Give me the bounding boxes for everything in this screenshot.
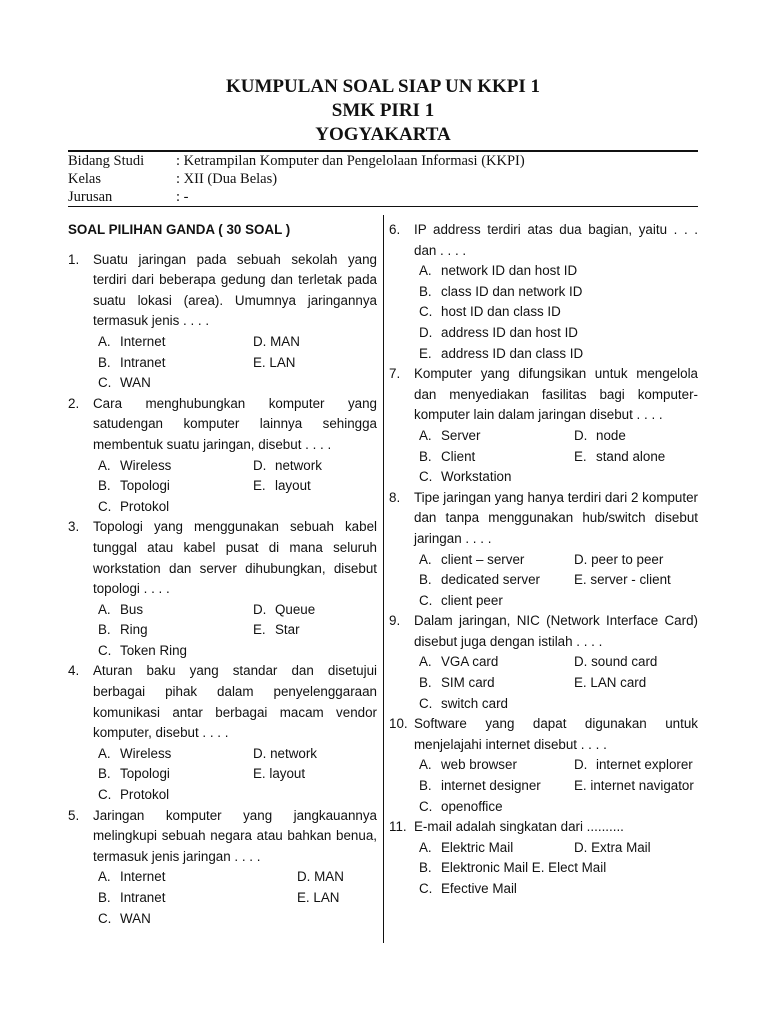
option-text: D. network: [253, 745, 317, 761]
option-letter: A.: [98, 869, 111, 885]
option-letter: C.: [98, 498, 112, 514]
option: [253, 353, 377, 374]
option: [574, 776, 698, 797]
option-text: layout: [275, 478, 311, 494]
option: [98, 476, 253, 497]
question-number: 8.: [389, 489, 401, 505]
option: [98, 764, 253, 785]
option: [98, 785, 377, 806]
question-number: 5.: [68, 807, 80, 823]
question: [389, 611, 698, 652]
option-text: client – server: [441, 551, 525, 567]
option-text: Internet: [120, 333, 166, 349]
option-text: address ID dan host ID: [441, 324, 578, 340]
option: [253, 456, 377, 477]
question: [68, 394, 377, 456]
question-text: Cara menghubungkan komputer yang satudengan komputer lainnya sehingga membentuk suatu jaringan, disebut . . . .: [93, 395, 377, 452]
option-letter: C.: [419, 881, 433, 896]
question: [389, 714, 698, 755]
question: [68, 517, 377, 599]
option-letter: D.: [253, 601, 267, 617]
option-letter: B.: [419, 572, 432, 588]
option-text: Wireless: [120, 457, 172, 473]
option: [419, 570, 574, 591]
option-letter: C.: [419, 798, 433, 814]
option-letter: B.: [419, 860, 432, 876]
option-text: E. internet navigator: [574, 778, 694, 794]
option-text: Elektronic Mail E. Elect Mail: [441, 860, 607, 876]
option: [419, 261, 698, 282]
option-letter: C.: [98, 787, 112, 803]
option-letter: A.: [419, 263, 432, 279]
option-letter: D.: [574, 427, 588, 443]
option-letter: C.: [98, 642, 112, 658]
option: [253, 332, 377, 353]
option-text: client peer: [441, 592, 503, 608]
option-letter: C.: [419, 304, 433, 320]
option-list: [68, 332, 377, 394]
info-row: [68, 170, 525, 188]
option-text: internet designer: [441, 778, 541, 794]
question-number: 7.: [389, 366, 401, 382]
option-list: [68, 867, 377, 929]
info-label: Jurusan: [68, 189, 113, 205]
question-number: 3.: [68, 519, 80, 535]
option-text: D. MAN: [297, 869, 344, 885]
option: [98, 641, 377, 662]
question: [68, 806, 377, 868]
option-letter: D.: [253, 457, 267, 473]
option-text: Token Ring: [120, 642, 187, 658]
option-letter: E.: [253, 478, 266, 494]
option-letter: A.: [98, 601, 111, 617]
option: [574, 550, 698, 571]
header-rule-bottom: [68, 206, 698, 207]
info-label: Kelas: [68, 171, 102, 187]
option: [574, 447, 698, 468]
option-text: node: [596, 427, 626, 443]
option-text: E. LAN: [253, 354, 296, 370]
option-text: openoffice: [441, 798, 503, 814]
option-letter: C.: [98, 375, 112, 391]
question: [389, 817, 698, 838]
option-text: class ID dan network ID: [441, 283, 583, 299]
option-list: [389, 261, 698, 364]
header-city: YOGYAKARTA: [315, 124, 451, 145]
option: [419, 302, 698, 323]
question-text: Dalam jaringan, NIC (Network Interface Card) disebut juga dengan istilah . . . .: [414, 613, 698, 649]
option: [419, 879, 698, 900]
question-number: 10.: [389, 716, 408, 732]
option: [98, 888, 297, 909]
option-text: dedicated server: [441, 572, 540, 588]
question-text: Jaringan komputer yang jangkauannya melingkupi sebuah negara atau bahkan benua, termasuk jenis jaringan . . . .: [93, 807, 377, 864]
option: [98, 497, 377, 518]
option-letter: D.: [574, 757, 588, 773]
info-table: [68, 152, 525, 206]
option-text: stand alone: [596, 448, 666, 464]
info-row: [68, 152, 525, 170]
option-text: Workstation: [441, 469, 512, 485]
question-text: Tipe jaringan yang hanya terdiri dari 2 komputer dan tanpa menggunakan hub/switch disebut jaringan . . . .: [414, 489, 698, 546]
option-letter: E.: [574, 448, 587, 464]
option: [419, 858, 698, 879]
option: [574, 426, 698, 447]
header-school: SMK PIRI 1: [331, 100, 435, 121]
option: [419, 591, 698, 612]
option-letter: C.: [419, 695, 433, 711]
option-text: internet explorer: [596, 757, 693, 773]
section-title: SOAL PILIHAN GANDA ( 30 SOAL ): [68, 222, 291, 237]
option: [98, 456, 253, 477]
option-letter: D.: [419, 324, 433, 340]
option-text: VGA card: [441, 654, 499, 670]
option: [419, 755, 574, 776]
option-letter: C.: [98, 910, 112, 926]
option-text: WAN: [120, 910, 151, 926]
question-text: Aturan baku yang standar dan disetujui berbagai pihak dalam penyelenggaraan komunikasi antar berbagai macam vendor komputer, disebut . . . .: [93, 663, 377, 741]
question: [389, 364, 698, 426]
question-text: E-mail adalah singkatan dari ..........: [414, 819, 624, 835]
option-text: Topologi: [120, 478, 170, 494]
option-list: [389, 652, 698, 714]
option-text: Bus: [120, 601, 144, 617]
question-number: 6.: [389, 222, 401, 237]
option: [574, 755, 698, 776]
option-text: host ID dan class ID: [441, 304, 561, 320]
option: [419, 652, 574, 673]
option-letter: A.: [419, 757, 432, 773]
option-letter: B.: [98, 766, 111, 782]
option-letter: E.: [253, 622, 266, 638]
option: [98, 373, 377, 394]
option: [98, 620, 253, 641]
option-letter: A.: [98, 457, 111, 473]
option-letter: B.: [419, 778, 432, 794]
option-text: Queue: [275, 601, 316, 617]
option-text: D. Extra Mail: [574, 839, 651, 855]
option-list: [68, 456, 377, 518]
right-column: [389, 220, 698, 900]
option: [98, 909, 377, 930]
option-letter: B.: [419, 283, 432, 299]
question-number: 2.: [68, 395, 80, 411]
option: [419, 282, 698, 303]
option-text: address ID dan class ID: [441, 345, 584, 361]
option-letter: E.: [419, 345, 432, 361]
option: [419, 797, 698, 818]
question-text: Software yang dapat digunakan untuk menjelajahi internet disebut . . . .: [414, 716, 698, 752]
option-text: D. peer to peer: [574, 551, 664, 567]
option: [419, 323, 698, 344]
option: [253, 744, 377, 765]
option: [419, 426, 574, 447]
question-number: 1.: [68, 251, 80, 267]
option-letter: A.: [98, 333, 111, 349]
info-label: Bidang Studi: [68, 153, 145, 169]
option-letter: A.: [419, 551, 432, 567]
option-letter: B.: [98, 622, 111, 638]
option-list: [389, 426, 698, 488]
question: [68, 661, 377, 743]
option-letter: A.: [419, 654, 432, 670]
option-list: [68, 744, 377, 806]
option: [98, 867, 297, 888]
option-letter: B.: [98, 890, 111, 905]
option: [253, 600, 377, 621]
option-text: network: [275, 457, 322, 473]
option: [419, 344, 698, 365]
option-text: E. server - client: [574, 572, 671, 588]
info-value: : XII (Dua Belas): [176, 171, 278, 187]
option: [98, 353, 253, 374]
option-list: [389, 838, 698, 900]
option-text: Wireless: [120, 745, 172, 761]
option-text: Client: [441, 448, 476, 464]
option: [253, 476, 377, 497]
option-text: switch card: [441, 695, 508, 711]
option-text: E. layout: [253, 766, 306, 782]
option-text: Protokol: [120, 787, 170, 803]
option-letter: A.: [419, 839, 432, 855]
option-text: Topologi: [120, 766, 170, 782]
question-number: 9.: [389, 613, 401, 629]
question: [389, 220, 698, 261]
question-text: Topologi yang menggunakan sebuah kabel tunggal atau kabel pusat di mana seluruh workstation dan server dihubungkan, disebut topologi . . . .: [93, 519, 377, 597]
option-text: E. LAN card: [574, 675, 647, 691]
question-text: Suatu jaringan pada sebuah sekolah yang terdiri dari beberapa gedung dan terletak pada suatu lokasi (area). Umumnya jaringannya termasuk jenis . . . .: [93, 251, 377, 329]
option-text: Server: [441, 427, 481, 443]
option: [419, 694, 698, 715]
option: [297, 888, 377, 909]
question-number: 4.: [68, 663, 80, 679]
option-letter: A.: [98, 745, 111, 761]
option: [419, 838, 574, 859]
option-text: web browser: [441, 757, 517, 773]
column-divider: [383, 215, 384, 943]
option: [297, 867, 377, 888]
option-text: Intranet: [120, 354, 166, 370]
option-list: [389, 755, 698, 817]
option-list: [68, 600, 377, 662]
option-letter: C.: [419, 592, 433, 608]
left-column: [68, 220, 377, 929]
document-header: [68, 75, 698, 147]
option-text: E. LAN: [297, 890, 340, 905]
info-value: : Ketrampilan Komputer dan Pengelolaan Informasi (KKPI): [176, 153, 525, 169]
option-text: Star: [275, 622, 300, 638]
option-letter: A.: [419, 427, 432, 443]
option: [419, 467, 698, 488]
option-letter: B.: [98, 354, 111, 370]
question-text: Komputer yang difungsikan untuk mengelola dan menyediakan fasilitas bagi komputer-komputer lain dalam jaringan disebut . . . .: [414, 366, 698, 423]
question: [389, 488, 698, 550]
option-text: Intranet: [120, 890, 166, 905]
option: [98, 744, 253, 765]
option-text: Efective Mail: [441, 881, 517, 896]
option-text: Elektric Mail: [441, 839, 514, 855]
option: [98, 600, 253, 621]
option-list: [389, 550, 698, 612]
option-text: Ring: [120, 622, 148, 638]
header-title: KUMPULAN SOAL SIAP UN KKPI 1: [225, 76, 541, 97]
option-text: Protokol: [120, 498, 170, 514]
option: [574, 673, 698, 694]
option: [419, 673, 574, 694]
option-letter: B.: [419, 448, 432, 464]
option: [574, 570, 698, 591]
option-text: D. MAN: [253, 333, 300, 349]
option: [98, 332, 253, 353]
option: [419, 550, 574, 571]
option-text: WAN: [120, 375, 151, 391]
info-value: : -: [176, 189, 189, 205]
option: [419, 776, 574, 797]
option-letter: C.: [419, 469, 433, 485]
option: [253, 620, 377, 641]
question-number: 11.: [389, 819, 407, 835]
option-letter: B.: [98, 478, 111, 494]
question-text: IP address terdiri atas dua bagian, yaitu . . . dan . . . .: [414, 222, 698, 258]
option-letter: B.: [419, 675, 432, 691]
option-text: Internet: [120, 869, 166, 885]
option: [574, 838, 698, 859]
option-text: D. sound card: [574, 654, 658, 670]
option: [419, 447, 574, 468]
question: [68, 250, 377, 332]
option-text: SIM card: [441, 675, 495, 691]
option-text: network ID dan host ID: [441, 263, 578, 279]
option: [574, 652, 698, 673]
info-row: [68, 188, 525, 206]
option: [253, 764, 377, 785]
